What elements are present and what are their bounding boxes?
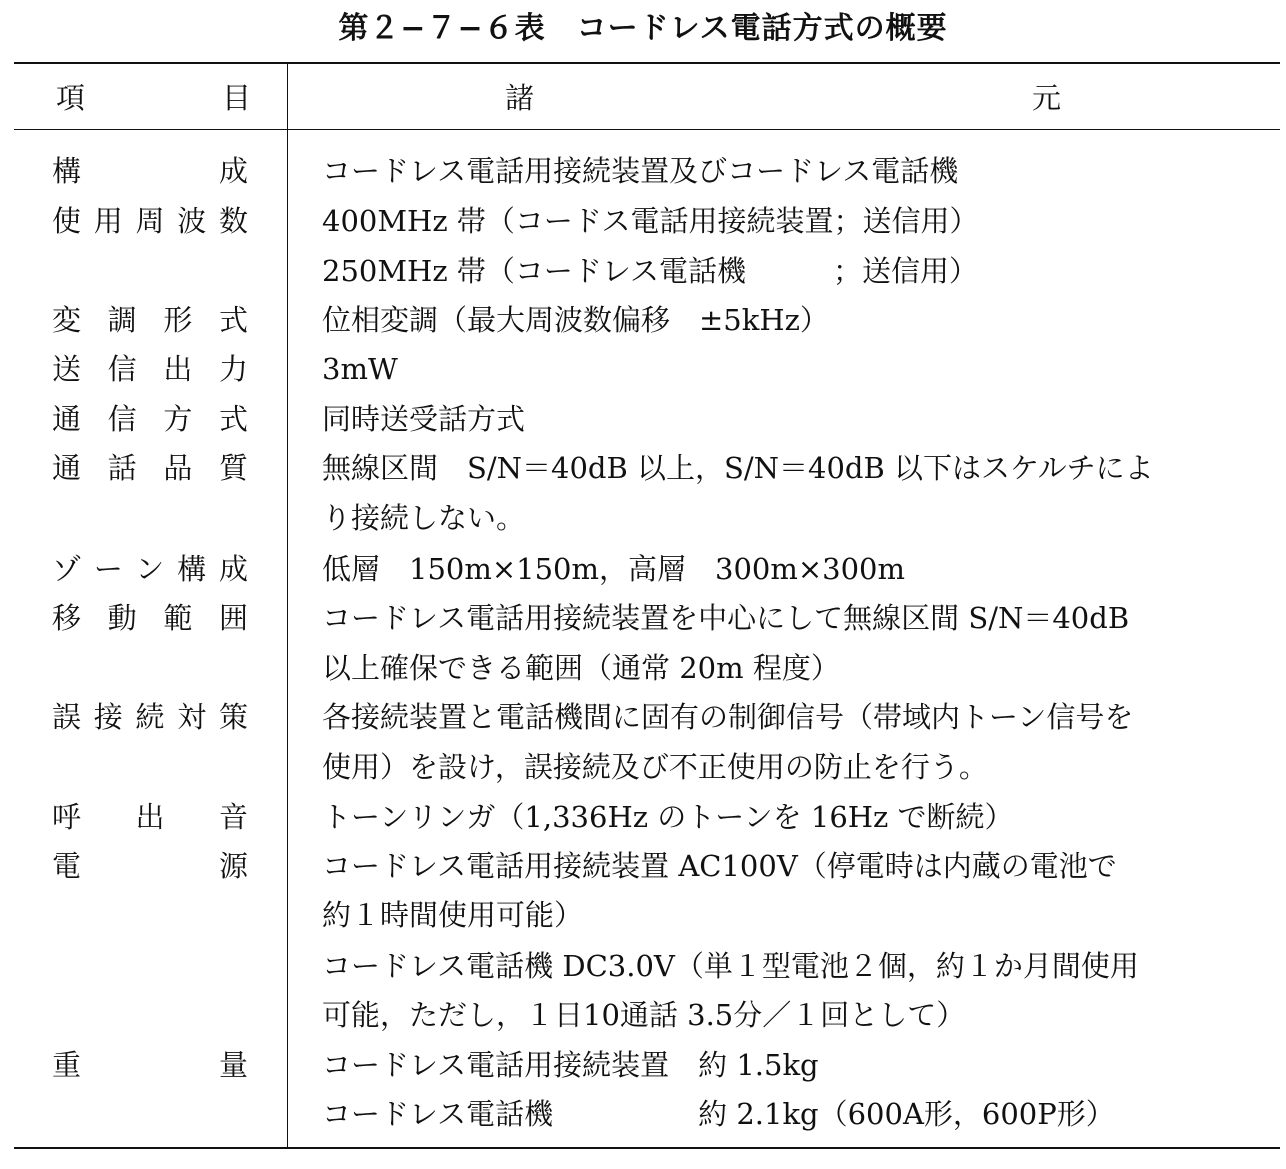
row-label-ringer: 呼出音	[52, 800, 248, 834]
row-label-output: 送信出力	[52, 352, 248, 386]
row-label-comm-method: 通信方式	[52, 402, 248, 436]
row-label-power: 電 源	[52, 849, 248, 883]
row-spec-line: コードレス電話機 DC3.0V（単１型電池２個，約１か月間使用	[322, 949, 1139, 983]
row-label-weight: 重 量	[52, 1048, 248, 1082]
column-divider	[287, 64, 288, 1147]
row-spec-line: 以上確保できる範囲（通常 20m 程度）	[322, 651, 840, 685]
row-label-quality: 通話品質	[52, 451, 248, 485]
header-spec-char-1: 諸	[505, 81, 535, 115]
row-label-modulation: 変調形式	[52, 303, 248, 337]
row-spec-line: コードレス電話機 約 2.1kg（600A形，600P形）	[322, 1097, 1115, 1131]
row-spec-line: 可能，ただし，１日10通話 3.5分／１回として）	[322, 998, 966, 1032]
row-spec-line: 400MHz 帯（コードス電話用接続装置；送信用）	[322, 204, 979, 238]
row-spec-line: り接続しない。	[322, 501, 526, 535]
row-spec-line: 約１時間使用可能）	[322, 898, 584, 932]
row-spec-line: 各接続装置と電話機間に固有の制御信号（帯域内トーン信号を	[322, 700, 1134, 734]
row-spec-line: 無線区間 S/N＝40dB 以上，S/N＝40dB 以下はスケルチによ	[322, 451, 1154, 485]
row-label-frequency: 使用周波数	[52, 204, 248, 238]
row-spec-line: コードレス電話用接続装置 約 1.5kg	[322, 1048, 819, 1082]
table-title: 第２−７−６表 コードレス電話方式の概要	[338, 11, 948, 46]
header-item-char-2: 目	[222, 81, 252, 115]
row-spec-line: 位相変調（最大周波数偏移 ±5kHz）	[322, 303, 829, 337]
row-spec-line: 250MHz 帯（コードレス電話機 ；送信用）	[322, 254, 978, 288]
header-rule	[14, 129, 1280, 130]
row-label-range: 移動範囲	[52, 601, 248, 635]
row-spec-line: 使用）を設け，誤接続及び不正使用の防止を行う。	[322, 750, 988, 784]
top-rule	[14, 62, 1280, 64]
row-label-zone: ゾーン構成	[52, 552, 248, 586]
row-spec-line: コードレス電話用接続装置及びコードレス電話機	[322, 154, 959, 188]
row-spec-line: 同時送受話方式	[322, 402, 526, 436]
row-spec-line: コードレス電話用接続装置を中心にして無線区間 S/N＝40dB	[322, 601, 1130, 635]
header-spec-char-2: 元	[1032, 81, 1062, 115]
row-spec-line: 低層 150m×150m，高層 300m×300m	[322, 552, 906, 586]
bottom-rule	[14, 1147, 1280, 1149]
row-spec-line: コードレス電話用接続装置 AC100V（停電時は内蔵の電池で	[322, 849, 1117, 883]
row-label-structure: 構 成	[52, 154, 248, 188]
header-item-char-1: 項	[56, 81, 86, 115]
row-spec-line: 3mW	[322, 352, 398, 386]
row-label-misconnection: 誤接続対策	[52, 700, 248, 734]
row-spec-line: トーンリンガ（1,336Hz のトーンを 16Hz で断続）	[322, 800, 1014, 834]
